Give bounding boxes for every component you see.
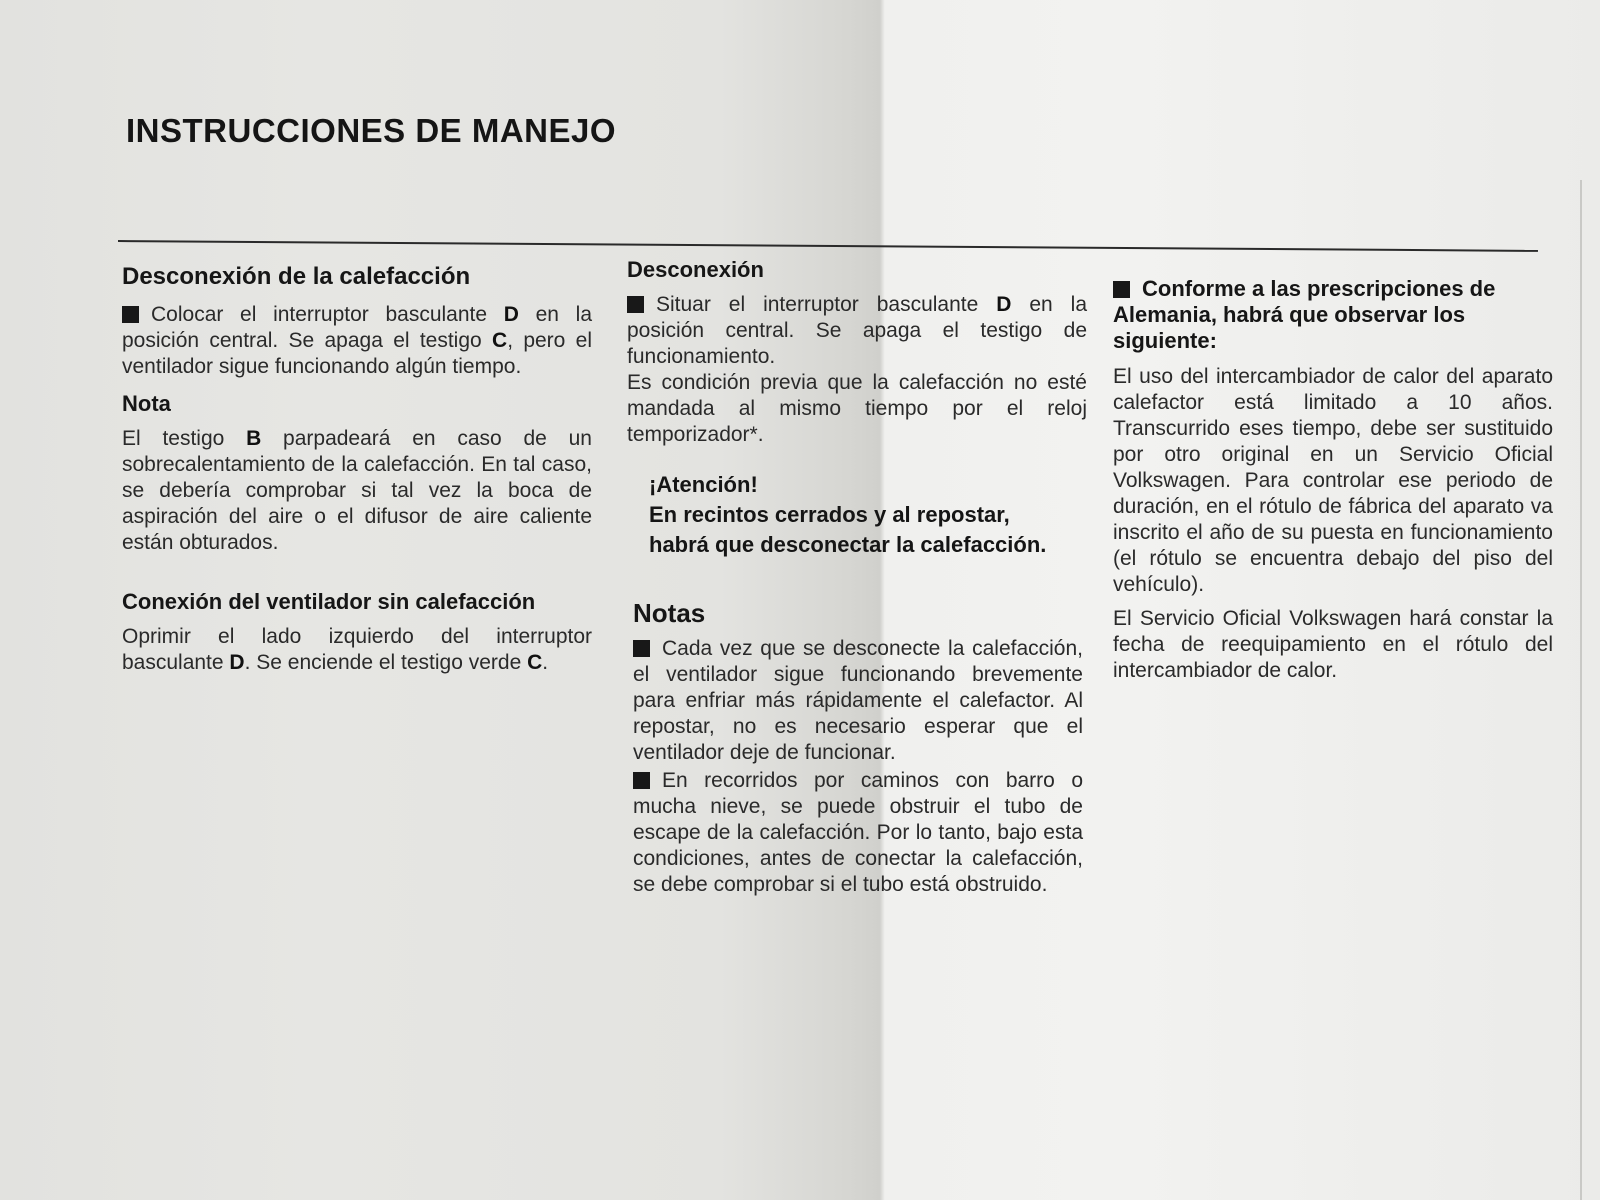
paper-edge	[1580, 180, 1582, 1200]
paragraph-service: El Servicio Oficial Volkswagen hará constar la fecha de reequipamiento en el rótulo del intercambiador de calor.	[1113, 607, 1553, 682]
paragraph-desconexion: Situar el interruptor basculante D en la posición central. Se apaga el testigo de funcionamiento.	[627, 293, 1088, 368]
bullet-square-icon	[122, 306, 139, 323]
bullet-square-icon	[1113, 281, 1130, 298]
column-middle	[627, 256, 1087, 906]
section-heading-disconnect-heating: Desconexión de la calefacción	[122, 263, 471, 290]
section-heading-fan-connection: Conexión del ventilador sin calefacción	[122, 589, 536, 614]
nota-item-1: Cada vez que se desconecte la calefacción, el ventilador sigue funcionando brevemente para enfriar más rápidamente el calefactor. Al repostar, no es necesario esperar que el ventilador deje de funcionar.	[633, 637, 1083, 764]
bullet-square-icon	[627, 296, 644, 313]
nota-heading: Nota	[122, 391, 171, 416]
attention-body: En recintos cerrados y al repostar, habrá que desconectar la calefacción.	[649, 502, 1047, 557]
page-title: INSTRUCCIONES DE MANEJO	[126, 112, 617, 149]
bullet-square-icon	[633, 772, 650, 789]
section-heading-desconexion: Desconexión	[627, 257, 764, 282]
paragraph-condition: Es condición previa que la calefacción no esté mandada al mismo tiempo por el reloj temporizador*.	[627, 371, 1087, 446]
nota-paragraph: El testigo B parpadeará en caso de un sobrecalentamiento de la calefacción. En tal caso, se debería comprobar si tal vez la boca de aspiración del aire o el difusor de aire caliente están obturados.	[122, 427, 592, 554]
column-left	[122, 262, 592, 684]
section-heading-germany: Conforme a las prescripciones de Alemania, habrá que observar los siguiente:	[1113, 276, 1496, 353]
nota-item-2: En recorridos por caminos con barro o mucha nieve, se puede obstruir el tubo de escape de la calefacción. Por lo tanto, bajo esta condiciones, antes de conectar la calefacción, se debe comprobar si el tubo está obstruido.	[633, 769, 1083, 896]
column-right	[1113, 276, 1553, 692]
bullet-square-icon	[633, 640, 650, 657]
notas-heading: Notas	[633, 598, 706, 628]
paragraph-fan-connection: Oprimir el lado izquierdo del interruptor basculante D. Se enciende el testigo verde C.	[122, 625, 592, 674]
paragraph-disconnect-heating: Colocar el interruptor basculante D en la posición central. Se apaga el testigo C, pero el ventilador sigue funcionando algún tiempo.	[122, 303, 592, 378]
attention-title: ¡Atención!	[649, 472, 758, 497]
paragraph-heat-exchanger: El uso del intercambiador de calor del aparato calefactor está limitado a 10 años. Transcurrido eses tiempo, debe ser sustituido por otro original en un Servicio Oficial Volkswagen. Para controlar ese periodo de duración, en el rótulo de fábrica del aparato va inscrito el año de su puesta en funcionamiento (el rótulo se encuentra debajo del piso del vehículo).	[1113, 365, 1553, 596]
